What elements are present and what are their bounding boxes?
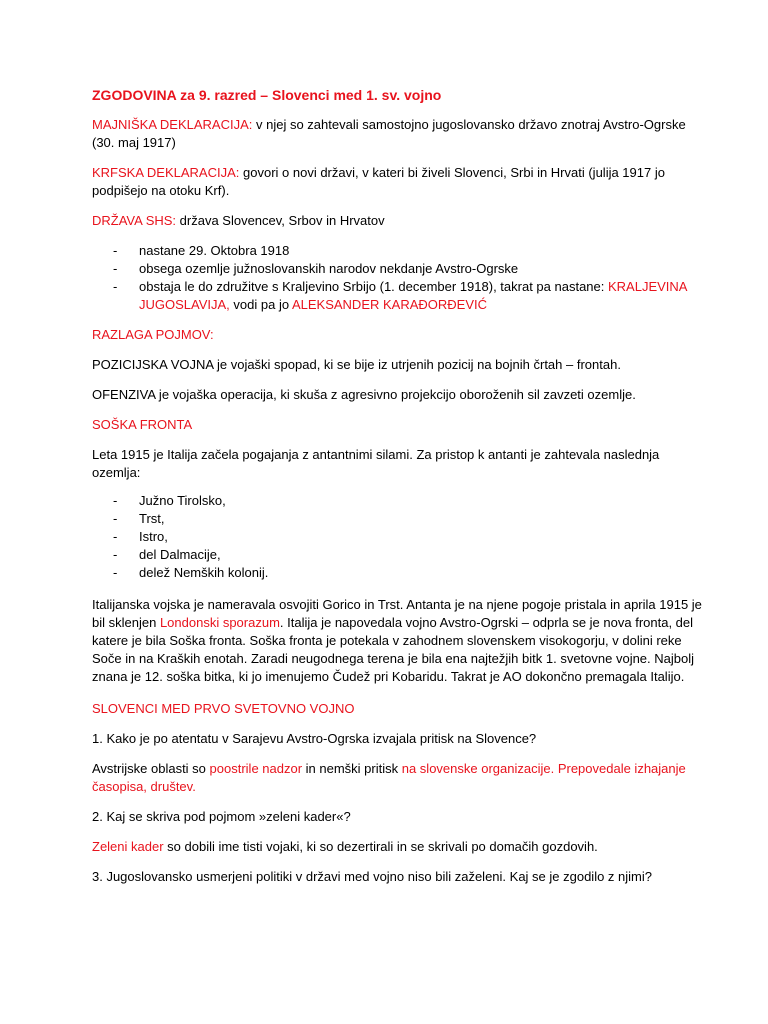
krfska-label: KRFSKA DEKLARACIJA: [92,165,240,180]
aleksander-karadjordjevic: ALEKSANDER KARAĐORĐEVIĆ [291,297,488,312]
question-3: 3. Jugoslovansko usmerjeni politiki v državi med vojno niso bili zaželeni. Kaj se je zgodilo z njimi? [92,869,652,884]
soska-paragraph [92,596,708,686]
answer-1-red-2: na slovenske organizacije. Prepovedale izhajanje časopisa, društev. [92,761,686,794]
list-item: - Južno Tirolsko, [92,492,708,510]
answer-1 [92,760,708,796]
majniska-paragraph [92,116,708,152]
slovenci-heading: SLOVENCI MED PRVO SVETOVNO VOJNO [92,701,355,716]
list-item: - Trst, [92,510,708,528]
document-title: ZGODOVINA za 9. razred – Slovenci med 1. sv. vojno [92,87,442,103]
shs-paragraph [92,212,708,230]
razlaga-heading: RAZLAGA POJMOV: [92,327,214,342]
question-2: 2. Kaj se skriva pod pojmom »zeleni kader«? [92,809,351,824]
list-item: - Istro, [92,528,708,546]
list-item: - obsega ozemlje južnoslovanskih narodov nekdanje Avstro-Ogrske [92,260,708,278]
soska-text-2: . Italija je napovedala vojno Avstro-Ogrski – odprla se je nova fronta, del katere je bila Soška fronta. Soška fronta je potekala v zahodnem slovenskem visokogorju, v dolini reke Soče in na Kraških enotah. Zaradi neugodnega terena je bila ena najtežjih bitk 1. svetovne vojne. Najbolj znana je 12. soška bitka, ki jo imenujemo Čudež pri Kobaridu. Takrat je AO dokončno premagala Italijo. [92,615,695,684]
shs-item3-mid: vodi pa jo [229,297,292,312]
majniska-text: v njej so zahtevali samostojno jugoslovansko državo znotraj Avstro-Ogrske (30. maj 1917) [92,117,686,150]
question-1: 1. Kako je po atentatu v Sarajevu Avstro-Ogrska izvajala pritisk na Slovence? [92,731,537,746]
list-item: - nastane 29. Oktobra 1918 [92,242,708,260]
answer-2 [92,838,708,856]
answer-1-red-1: poostrile nadzor [209,761,303,776]
krfska-text: govori o novi državi, v kateri bi živeli Slovenci, Srbi in Hrvati (julija 1917 jo podpišejo na otoku Krf). [92,165,665,198]
soska-text-1: Italijanska vojska je nameravala osvojiti Gorico in Trst. Antanta je na njene pogoje pristala in aprila 1915 je bil sklenjen [92,597,702,630]
shs-text: država Slovencev, Srbov in Hrvatov [176,213,385,228]
ofenziva-paragraph: OFENZIVA je vojaška operacija, ki skuša z agresivno projekcijo oboroženih sil zavzeti ozemlje. [92,387,636,402]
krfska-paragraph [92,164,708,200]
londonski-sporazum: Londonski sporazum [159,615,280,630]
shs-label: DRŽAVA SHS: [92,213,177,228]
answer-1-text-2: in nemški pritisk [302,761,402,776]
territories-list [92,492,708,582]
soska-intro: Leta 1915 je Italija začela pogajanja z antantnimi silami. Za pristop k antanti je zahtevala naslednja ozemlja: [92,447,660,480]
majniska-label: MAJNIŠKA DEKLARACIJA: [92,117,253,132]
shs-item3-text: obstaja le do združitve s Kraljevino Srbijo (1. december 1918), takrat pa nastane: [139,279,608,294]
list-item: - del Dalmacije, [92,546,708,564]
answer-2-text: so dobili ime tisti vojaki, ki so dezertirali in se skrivali po domačih gozdovih. [163,839,598,854]
list-item: - delež Nemških kolonij. [92,564,708,582]
soska-heading: SOŠKA FRONTA [92,417,193,432]
list-item [92,278,708,314]
kraljevina-jugoslavija: KRALJEVINA JUGOSLAVIJA, [139,279,687,312]
pozicijska-paragraph: POZICIJSKA VOJNA je vojaški spopad, ki se bije iz utrjenih pozicij na bojnih črtah – frontah. [92,357,621,372]
zeleni-kader: Zeleni kader [92,839,164,854]
shs-list [92,242,708,314]
answer-1-text-1: Avstrijske oblasti so [92,761,210,776]
